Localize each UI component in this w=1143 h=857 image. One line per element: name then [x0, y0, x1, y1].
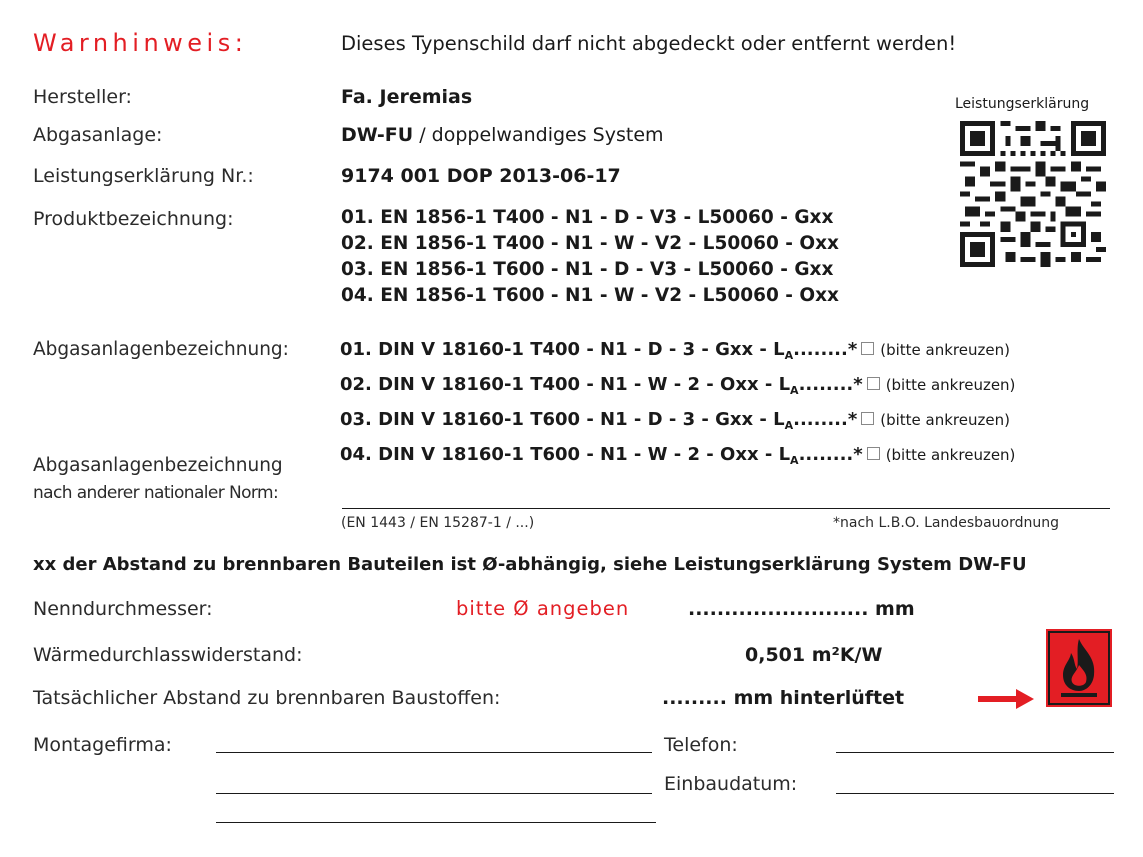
- nenn-hint: bitte Ø angeben: [456, 597, 630, 620]
- produkt-line: 03. EN 1856-1 T600 - N1 - D - V3 - L50060 - Gxx: [341, 259, 834, 280]
- montage-label: Montagefirma:: [33, 734, 172, 756]
- qr-label: Leistungserklärung: [955, 96, 1090, 112]
- einbau-line[interactable]: [836, 793, 1114, 794]
- produkt-list: [341, 205, 839, 309]
- montage-line-1[interactable]: [216, 752, 652, 753]
- produkt-line: 02. EN 1856-1 T400 - N1 - W - V2 - L50060 - Oxx: [341, 233, 839, 254]
- abgas-line: 02. DIN V 18160-1 T400 - N1 - W - 2 - Oxx - $L_A........*$ (bitte ankreuzen): [340, 374, 1016, 397]
- hersteller-value: Fa. Jeremias: [341, 86, 473, 108]
- national-hint-right: *nach L.B.O. Landesbauordnung: [833, 515, 1059, 531]
- abgasanlage-value: [341, 124, 664, 146]
- produkt-line: 01. EN 1856-1 T400 - N1 - D - V3 - L50060 - Gxx: [341, 207, 834, 228]
- waerme-value: 0,501 m²K/W: [745, 644, 883, 666]
- telefon-line[interactable]: [836, 752, 1114, 753]
- telefon-label: Telefon:: [664, 734, 738, 756]
- abgasanlage-value-bold: DW-FU: [341, 124, 414, 146]
- nenn-value: ......................... mm: [688, 598, 915, 620]
- abgas-label: Abgasanlagenbezeichnung:: [33, 339, 289, 360]
- abgasanlage-label: Abgasanlage:: [33, 124, 163, 146]
- warning-title: Warnhinweis:: [33, 29, 248, 57]
- abgas-line: 03. DIN V 18160-1 T600 - N1 - D - 3 - Gxx - $L_A........*$ (bitte ankreuzen): [340, 409, 1010, 432]
- waerme-label: Wärmedurchlasswiderstand:: [33, 644, 303, 666]
- national-input-line[interactable]: [342, 508, 1110, 509]
- national-label-2: nach anderer nationaler Norm:: [33, 483, 279, 503]
- hersteller-label: Hersteller:: [33, 86, 132, 108]
- abstand-value: ......... mm hinterlüftet: [662, 687, 905, 709]
- produkt-label: Produktbezeichnung:: [33, 208, 234, 230]
- warning-text: Dieses Typenschild darf nicht abgedeckt oder entfernt werden!: [341, 32, 957, 55]
- abgas-list: [340, 335, 1015, 475]
- national-hint-left: (EN 1443 / EN 15287-1 / ...): [341, 515, 535, 531]
- produkt-line: 04. EN 1856-1 T600 - N1 - W - V2 - L50060 - Oxx: [341, 285, 839, 306]
- abgas-checkbox-01[interactable]: [861, 342, 874, 355]
- abgasanlage-value-rest: / doppelwandiges System: [413, 124, 664, 146]
- montage-line-3[interactable]: [216, 822, 656, 823]
- qr-code-icon: [960, 121, 1106, 267]
- abgas-checkbox-04[interactable]: [867, 447, 880, 460]
- national-label-1: Abgasanlagenbezeichnung: [33, 455, 283, 476]
- abgas-line: 01. DIN V 18160-1 T400 - N1 - D - 3 - Gxx - $L_A........*$ (bitte ankreuzen): [340, 339, 1010, 362]
- nenn-label: Nenndurchmesser:: [33, 598, 213, 620]
- abstand-label: Tatsächlicher Abstand zu brennbaren Baustoffen:: [33, 687, 501, 709]
- einbau-label: Einbaudatum:: [664, 773, 798, 795]
- flammable-hazard-icon: [1046, 629, 1112, 707]
- leistung-value: 9174 001 DOP 2013-06-17: [341, 165, 621, 187]
- abgas-checkbox-02[interactable]: [867, 377, 880, 390]
- leistung-label: Leistungserklärung Nr.:: [33, 165, 254, 187]
- abgas-checkbox-03[interactable]: [861, 412, 874, 425]
- abgas-line: 04. DIN V 18160-1 T600 - N1 - W - 2 - Oxx - $L_A........*$ (bitte ankreuzen): [340, 444, 1016, 467]
- red-arrow-icon: [978, 688, 1034, 710]
- montage-line-2[interactable]: [216, 793, 652, 794]
- notice-text: xx der Abstand zu brennbaren Bauteilen ist Ø-abhängig, siehe Leistungserklärung System DW-FU: [33, 554, 1027, 575]
